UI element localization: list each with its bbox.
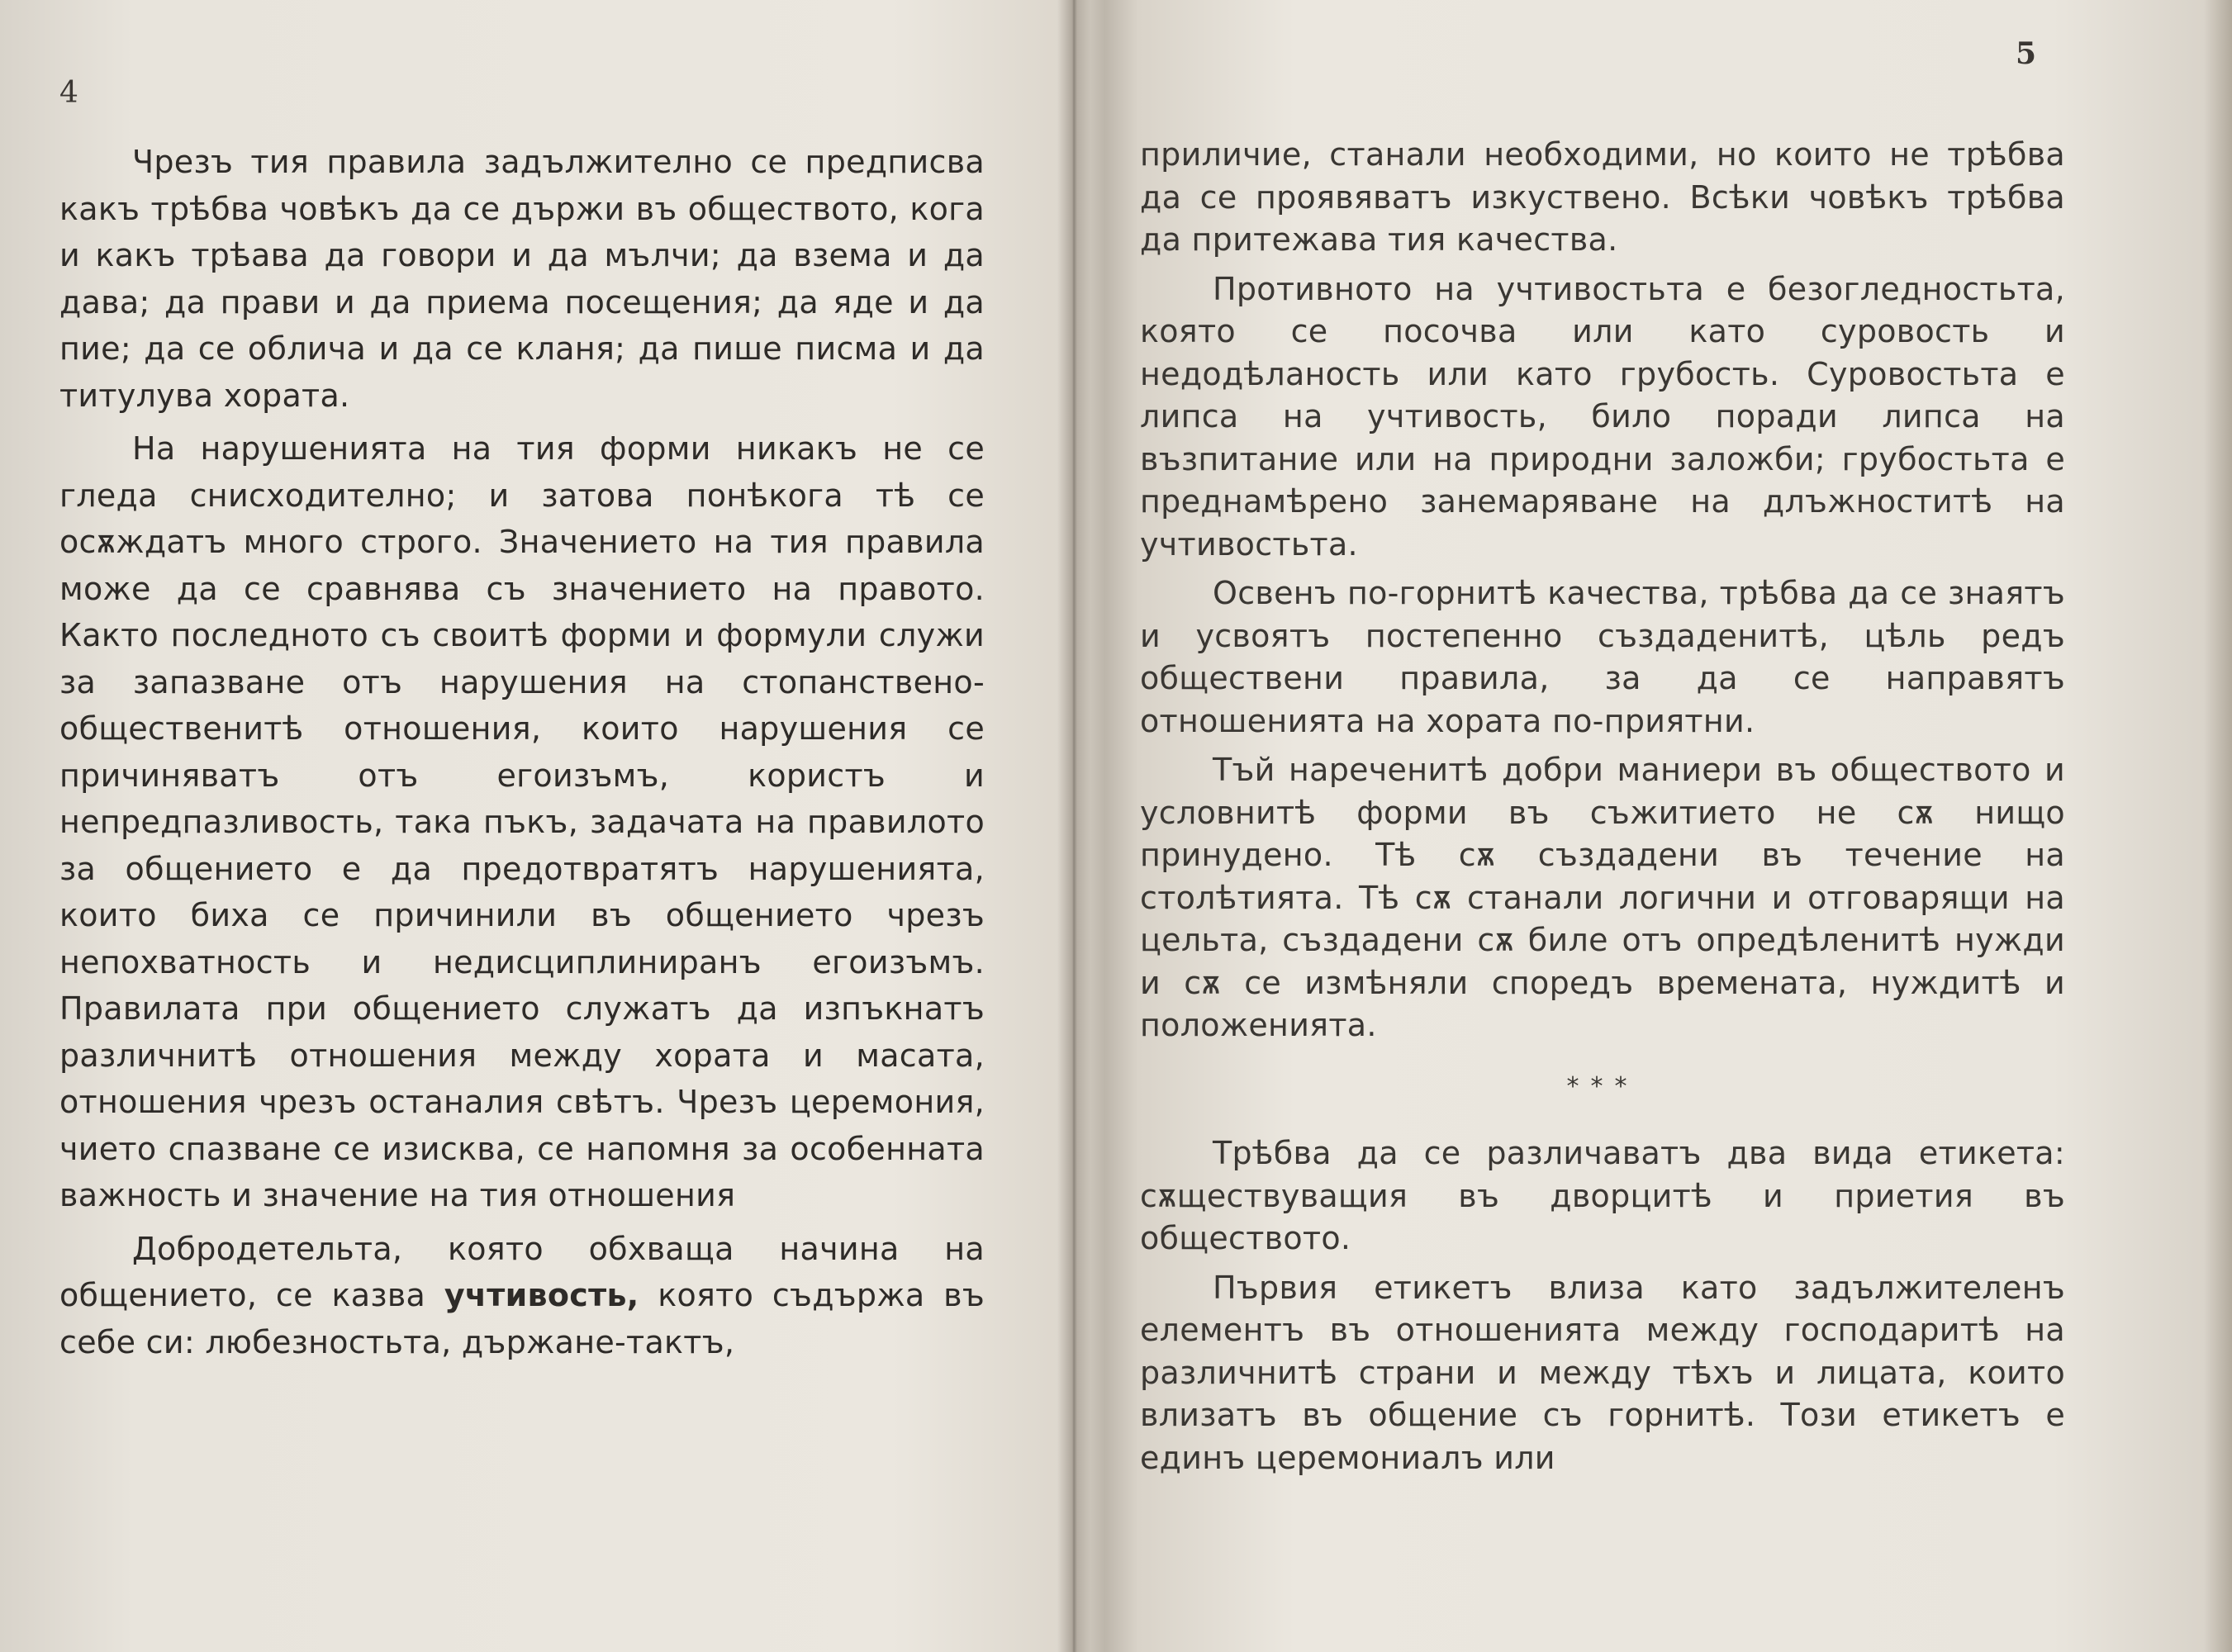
left-page (0, 0, 1067, 1652)
right-page-text (1140, 134, 2065, 1486)
right-paragraph-4: Трѣбва да се различаватъ два вида етикета: сѫществуващия въ дворцитѣ и приетия въ обществото. (1140, 1135, 2065, 1256)
left-paragraph-3-end: която съдържа въ себе си: любезностьта, държане-тактъ, (59, 1277, 985, 1360)
page-number-left: 4 (59, 76, 78, 110)
page-number-right: 5 (2016, 36, 2037, 71)
right-page (1080, 0, 2232, 1652)
right-paragraph-3: Тъй нареченитѣ добри маниери въ обществото и условнитѣ форми въ съжитието не сѫ нищо принудено. Тѣ сѫ създадени въ течение на столѣтията. Тѣ сѫ станали логични и отговарящи на цельта, създадени сѫ биле отъ опредѣленитѣ нужди и сѫ се измѣняли споредъ времената, нуждитѣ и положенията. (1140, 752, 2065, 1043)
right-paragraph-5: Първия етикетъ влиза като задължителенъ елементъ въ отношенията между господаритѣ на различнитѣ страни и между тѣхъ и лицата, които влизатъ въ общение съ горнитѣ. Този етикетъ е единъ церемониалъ или (1140, 1269, 2065, 1476)
page-edge-shadow (2204, 0, 2232, 1652)
right-continuation: приличие, станали необходими, но които не трѣбва да се проявяватъ изкуствено. Всѣки човѣкъ трѣбва да притежава тия качества. (1140, 136, 2065, 258)
left-paragraph-3 (59, 1226, 985, 1366)
left-paragraph-1: Чрезъ тия правила задължително се предписва какъ трѣбва човѣкъ да се държи въ обществото, кога и какъ трѣава да говори и да мълчи; да взема и да дава; да прави и да приема посещения; да яде и да пие; да се облича и да се кланя; да пише писма и да титулува хората. (59, 144, 985, 414)
section-separator: *** (1566, 1071, 1639, 1101)
left-paragraph-3-start: Добродетельта, която обхваща начина на общението, се казва (59, 1230, 985, 1313)
right-paragraph-2: Освенъ по-горнитѣ качества, трѣбва да се знаятъ и усвоятъ постепенно създаденитѣ, цѣль редъ обществени правила, за да се направятъ отношенията на хората по-приятни. (1140, 575, 2065, 739)
left-page-text (59, 139, 985, 1372)
emphasis-uchtivost: учтивость, (444, 1277, 639, 1313)
right-paragraph-1: Противното на учтивостьта е безогледностьта, която се посочва или като суровость и недодѣланость или като грубость. Суровостьта е липса на учтивость, било поради липса на възпитание или на природни заложби; грубостьта е преднамѣрено занемаряване на длъжноститѣ на учтивостьта. (1140, 270, 2065, 563)
left-paragraph-2: На нарушенията на тия форми никакъ не се гледа снисходително; и затова понѣкога тѣ се осѫждатъ много строго. Значението на тия правила може да се сравнява съ значението на правото. Както последното съ своитѣ форми и формули служи за запазване отъ нарушения на стопанствено-общественитѣ отношения, които нарушения се причиняватъ отъ егоизъмъ, користъ и непредпазливость, така пъкъ, задачата на правилото за общението е да предотвратятъ нарушенията, които биха се причинили въ общението чрезъ непохватность и недисциплиниранъ егоизъмъ. Правилата при общението служатъ да изпъкнатъ различнитѣ отношения между хората и масата, отношения чрезъ останалия свѣтъ. Чрезъ церемония, чието спазване се изисква, се напомня за особенната важность и значение на тия отношения (59, 430, 985, 1213)
